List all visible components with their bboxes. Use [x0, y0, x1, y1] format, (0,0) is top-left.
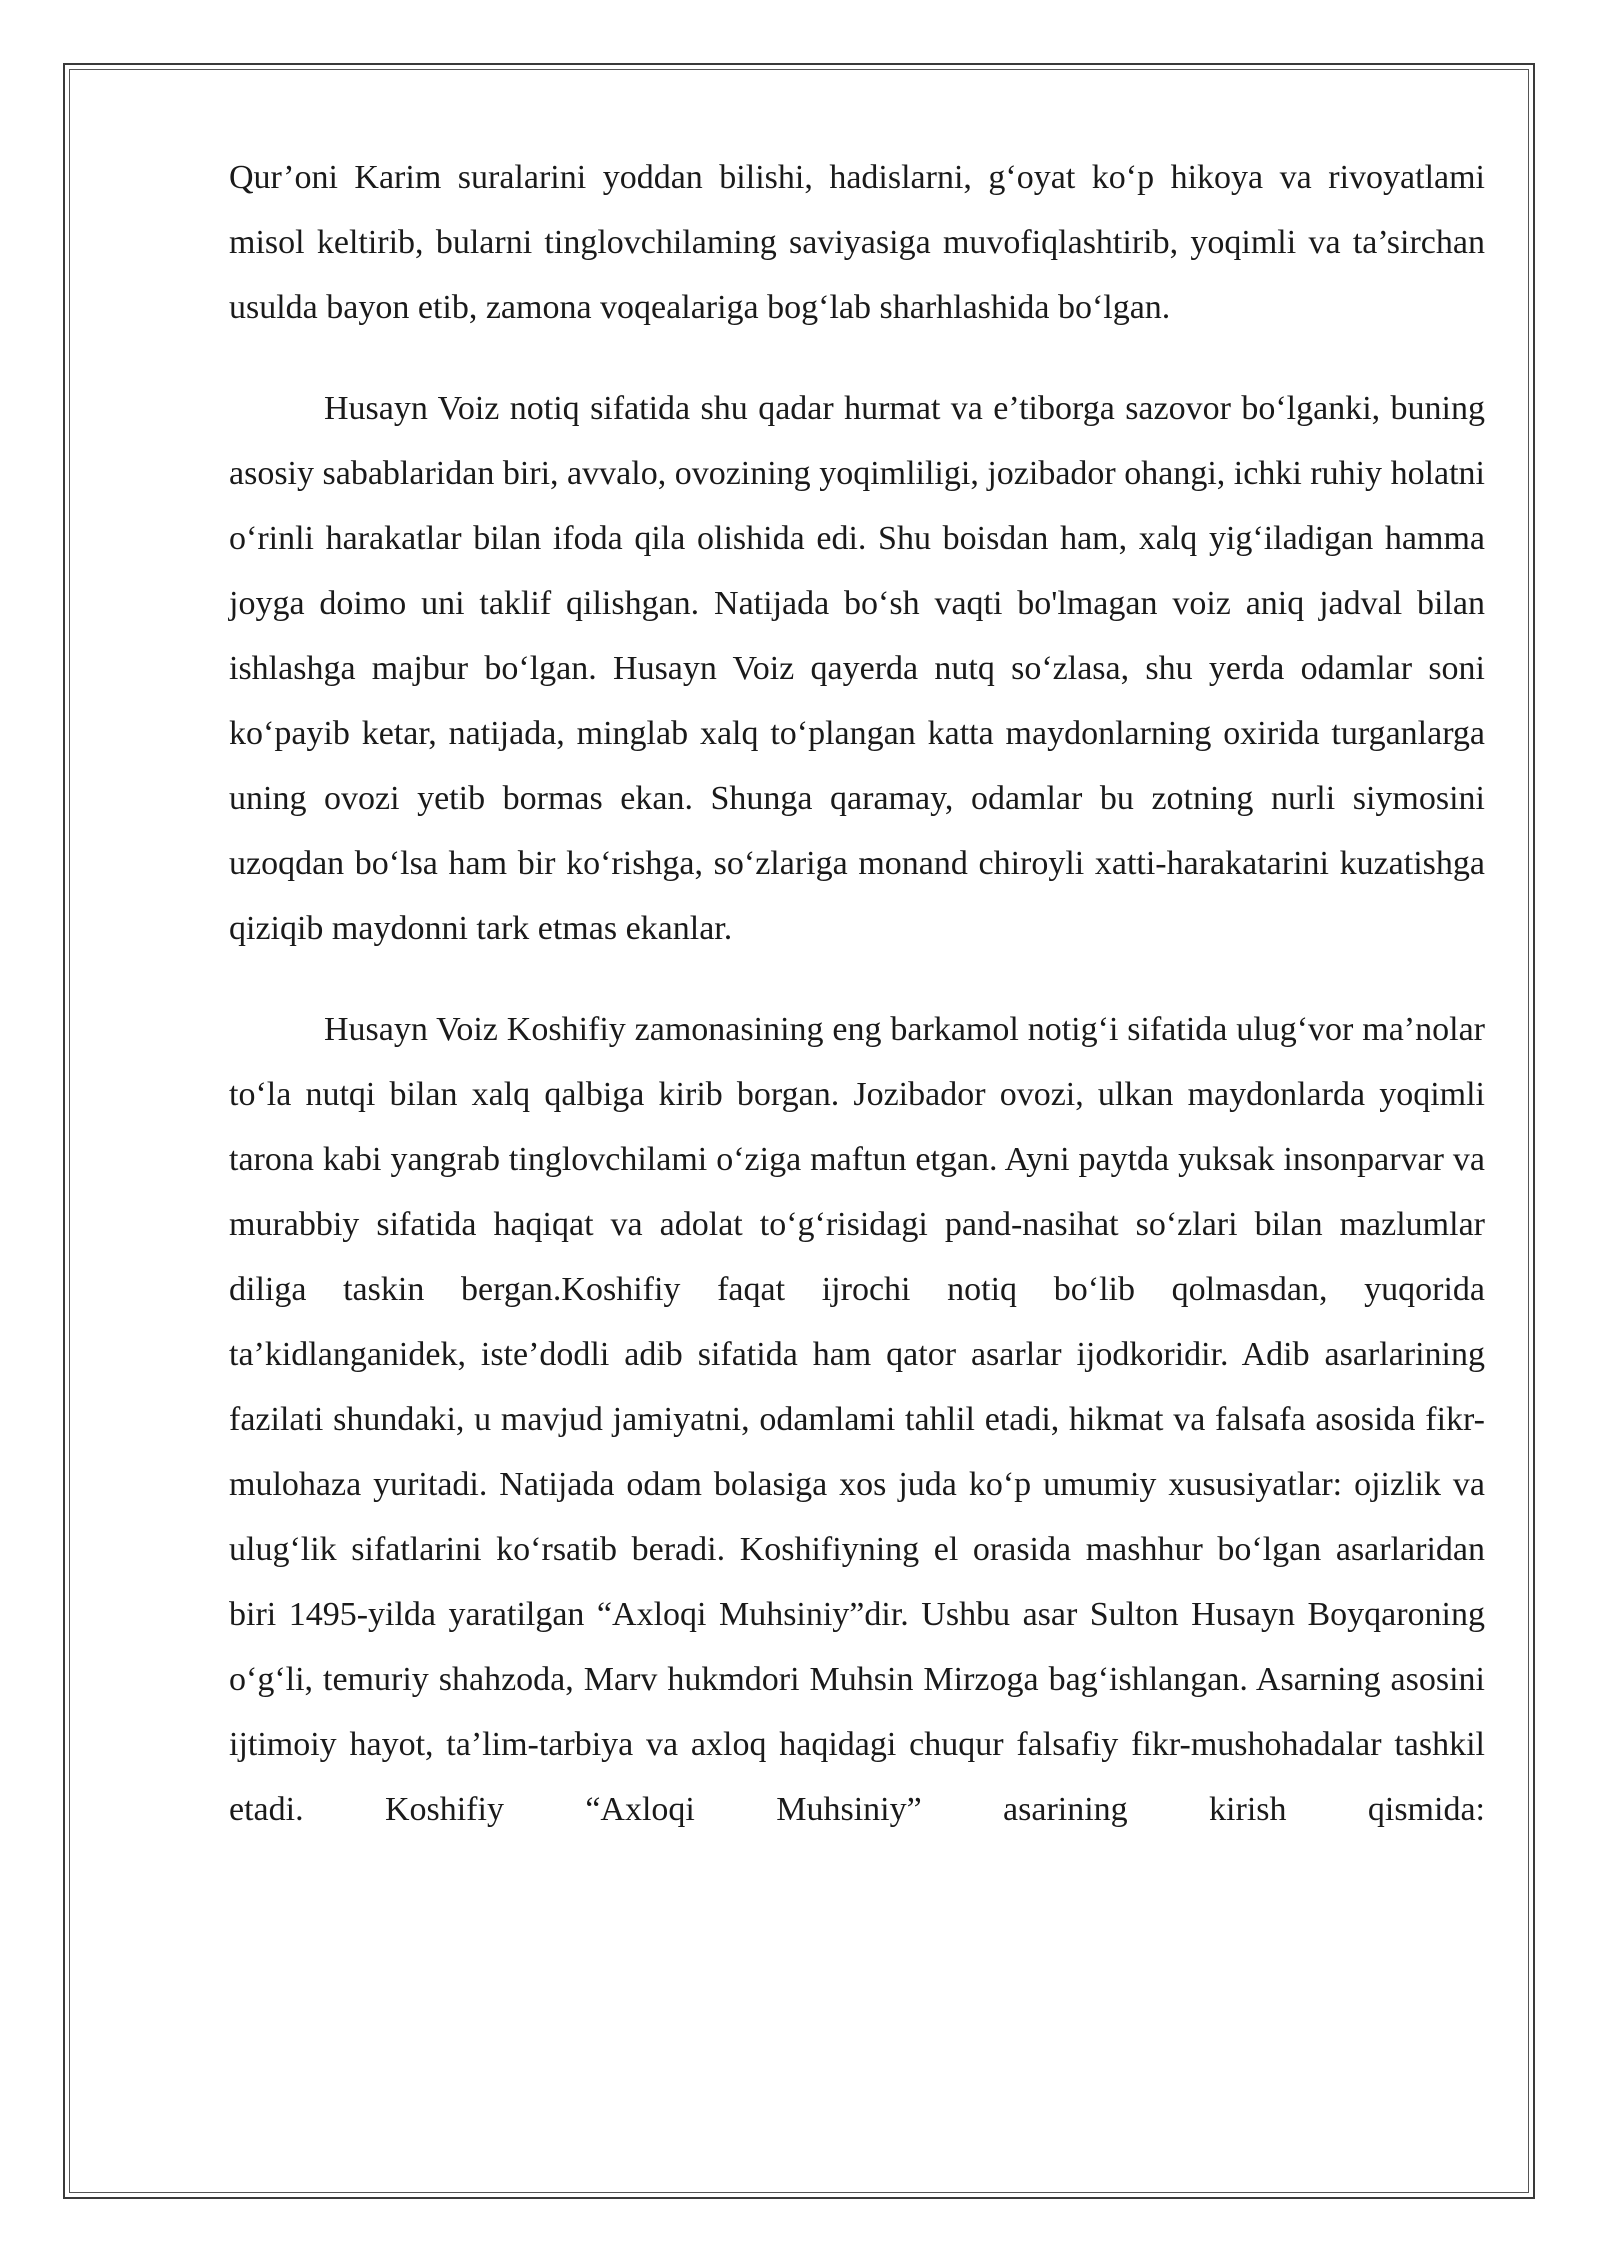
paragraph-3: Husayn Voiz Koshifiy zamonasining eng barkamol notig‘i sifatida ulug‘vor ma’nolar to‘la nutqi bilan xalq qalbiga kirib borgan. Jozibador ovozi, ulkan maydonlarda yoqimli tarona kabi yangrab tinglovchilami o‘ziga maftun etgan. Ayni paytda yuksak insonparvar va murabbiy sifatida haqiqat va adolat to‘g‘risidagi pand-nasihat so‘zlari bilan mazlumlar diliga taskin bergan.Koshifiy faqat ijrochi notiq bo‘lib qolmasdan, yuqorida ta’kidlanganidek, iste’dodli adib sifatida ham qator asarlar ijodkoridir. Adib asarlarining fazilati shundaki, u mavjud jamiyatni, odamlami tahlil etadi, hikmat va falsafa asosida fikr-mulohaza yuritadi. Natijada odam bolasiga xos juda ko‘p umumiy xususiyatlar: ojizlik va ulug‘lik sifatlarini ko‘rsatib beradi. Koshifiyning el orasida mashhur bo‘lgan asarlaridan biri 1495-yilda yaratilgan “Axloqi Muhsiniy”dir. Ushbu asar Sulton Husayn Boyqaroning o‘g‘li, temuriy shahzoda, Marv hukmdori Muhsin Mirzoga bag‘ishlangan. Asarning asosini ijtimoiy hayot, ta’lim-tarbiya va axloq haqidagi chuqur falsafiy fikr-mushohadalar tashkil etadi. Koshifiy “Axloqi Muhsiniy” asarining kirish qismida: [229, 1011, 1485, 1828]
paragraph-1: Qur’oni Karim suralarini yoddan bilishi, hadislarni, g‘oyat ko‘p hikoya va rivoyatlami misol keltirib, bularni tinglovchilaming saviyasiga muvofiqlashtirib, yoqimli va ta’sirchan usulda bayon etib, zamona voqealariga bog‘lab sharhlashida bo‘lgan. [229, 159, 1485, 326]
paragraph-2: Husayn Voiz notiq sifatida shu qadar hurmat va e’tiborga sazovor bo‘lganki, buning asosiy sabablaridan biri, avvalo, ovozining yoqimliligi, jozibador ohangi, ichki ruhiy holatni o‘rinli harakatlar bilan ifoda qila olishida edi. Shu boisdan ham, xalq yig‘iladigan hamma joyga doimo uni taklif qilishgan. Natijada bo‘sh vaqti bo'lmagan voiz aniq jadval bilan ishlashga majbur bo‘lgan. Husayn Voiz qayerda nutq so‘zlasa, shu yerda odamlar soni ko‘payib ketar, natijada, minglab xalq to‘plangan katta maydonlarning oxirida turganlarga uning ovozi yetib bormas ekan. Shunga qaramay, odamlar bu zotning nurli siymosini uzoqdan bo‘lsa ham bir ko‘rishga, so‘zlariga monand chiroyli xatti-harakatarini kuzatishga qiziqib maydonni tark etmas ekanlar. [229, 390, 1485, 947]
document-body [229, 145, 1485, 1878]
